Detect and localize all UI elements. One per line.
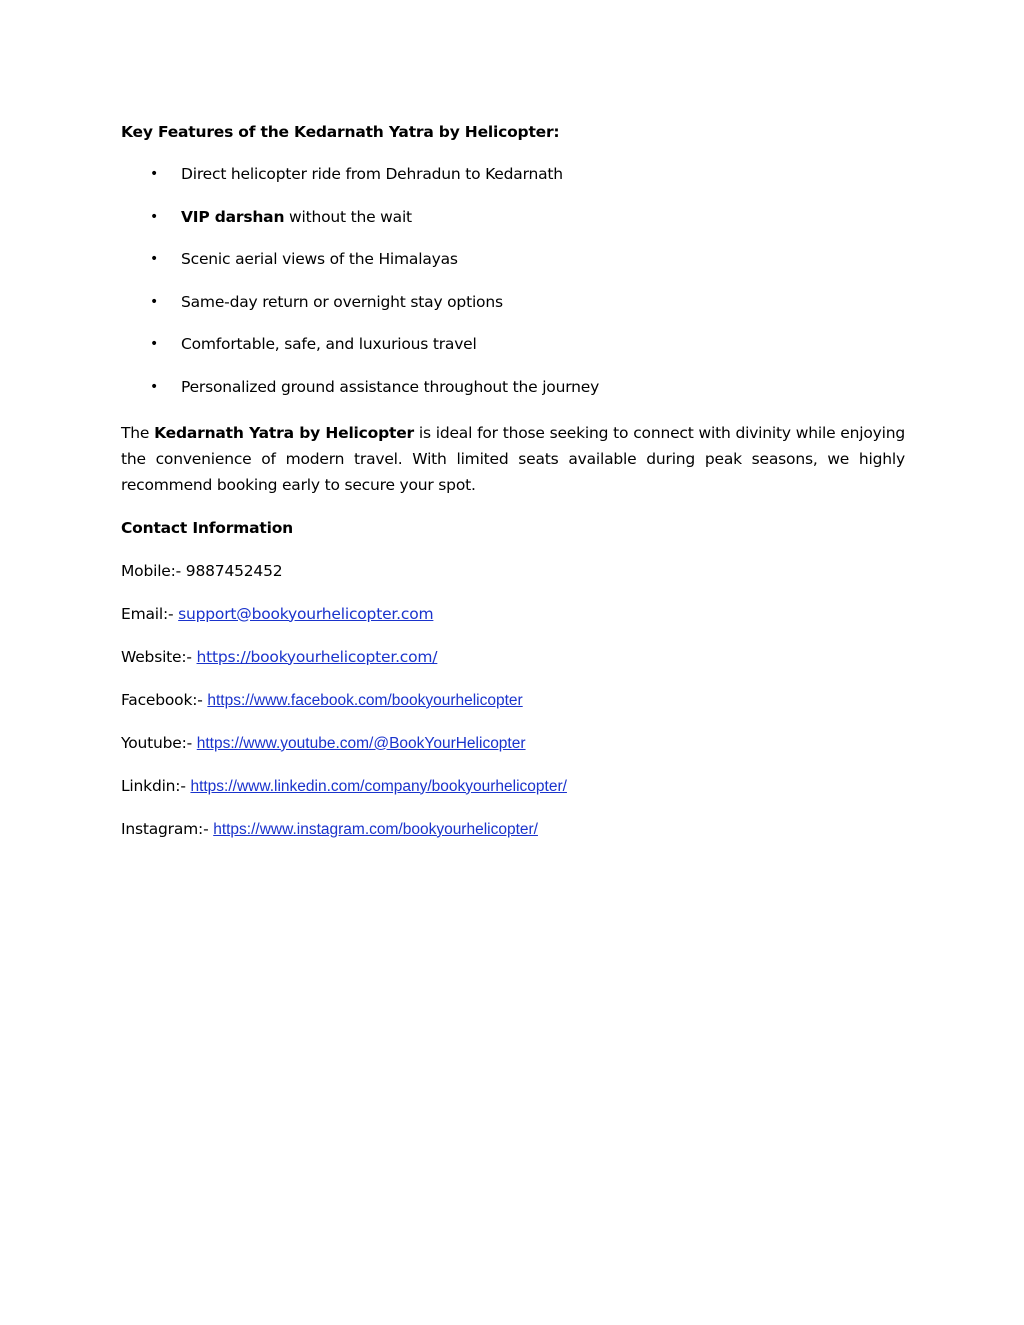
bullet-icon: • [150,251,159,268]
bullet-icon: • [150,378,159,395]
email-link[interactable]: support@bookyourhelicopter.com [178,604,434,623]
instagram-label: Instagram:- [121,819,214,838]
bullet-icon: • [150,166,159,182]
contact-mobile [121,558,905,584]
instagram-link[interactable]: https://www.instagram.com/bookyourhelicopter/ [213,820,538,838]
list-item [121,330,905,373]
list-item [121,160,905,203]
feature-text: Comfortable, safe, and luxurious travel [181,335,477,354]
facebook-label: Facebook:- [121,690,208,709]
contact-website [121,644,905,670]
features-list [121,160,905,416]
bullet-icon: • [150,293,159,310]
youtube-link[interactable]: https://www.youtube.com/@BookYourHelicopter [196,734,526,752]
contact-facebook [121,687,905,713]
mobile-label: Mobile:- [121,561,186,580]
bullet-icon: • [150,336,159,353]
document-page [121,118,905,842]
feature-text: Personalized ground assistance throughout the journey [181,377,600,396]
bullet-icon: • [150,208,159,225]
list-item [121,203,905,246]
list-item [121,373,905,416]
feature-text: without the wait [284,207,412,226]
contact-youtube [121,730,905,756]
list-item [121,245,905,288]
contact-instagram [121,816,905,842]
website-link[interactable]: https://bookyourhelicopter.com/ [196,647,438,666]
intro-bold: Kedarnath Yatra by Helicopter [154,423,414,442]
mobile-value: 9887452452 [185,561,283,580]
linkedin-link[interactable]: https://www.linkedin.com/company/bookyourhelicopter/ [190,777,567,795]
linkedin-label: Linkdin:- [121,776,191,795]
feature-bold: VIP darshan [181,207,285,226]
facebook-link[interactable]: https://www.facebook.com/bookyourhelicopter [207,691,523,709]
list-item [121,288,905,331]
youtube-label: Youtube:- [121,733,197,752]
website-label: Website:- [121,647,197,666]
intro-suffix: is ideal for those seeking to connect with divinity while enjoying the convenience of modern travel. With limited seats available during peak seasons, we highly recommend booking early to secure your spot. [121,423,905,494]
feature-text: Direct helicopter ride from Dehradun to Kedarnath [181,165,563,183]
contact-email [121,601,905,627]
contact-heading: Contact Information [121,518,293,537]
contact-linkedin [121,773,905,799]
feature-text: Same-day return or overnight stay options [181,292,503,311]
feature-text: Scenic aerial views of the Himalayas [181,250,458,269]
intro-prefix: The [121,423,155,442]
intro-paragraph [121,420,905,498]
email-label: Email:- [121,604,179,623]
features-heading: Key Features of the Kedarnath Yatra by Helicopter: [121,123,560,141]
